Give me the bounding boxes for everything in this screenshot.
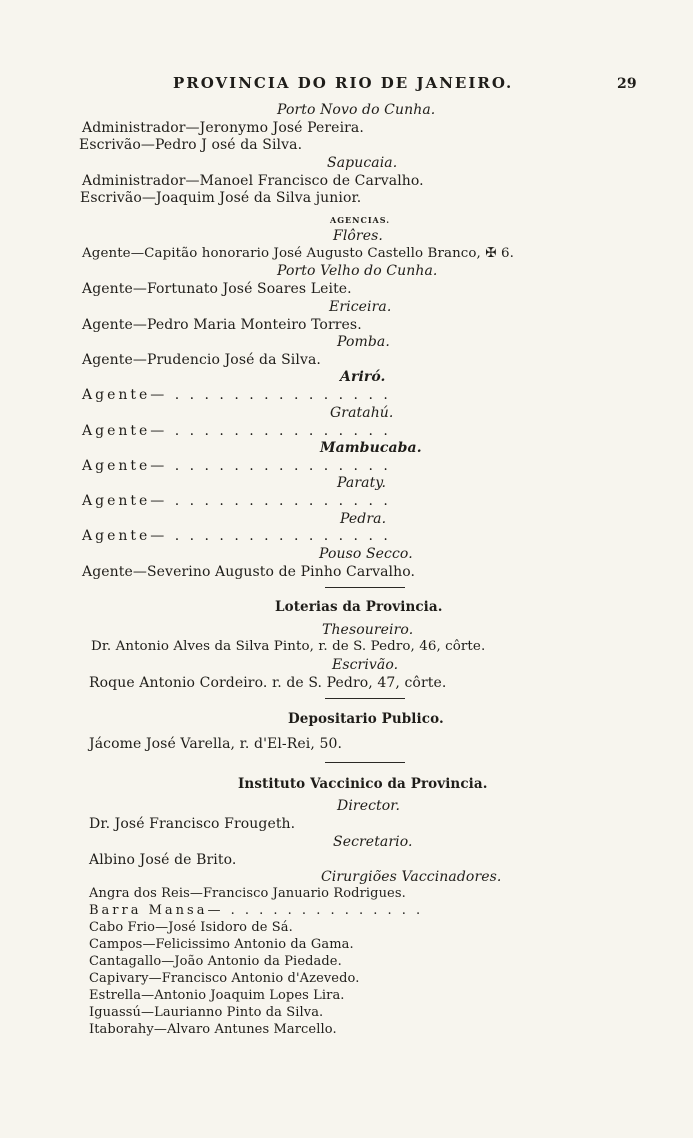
- subheading-secretario: Secretario.: [333, 834, 413, 850]
- heading-flores: Flôres.: [333, 228, 383, 244]
- heading-ericeira: Ericeira.: [329, 299, 392, 315]
- text-line: Agente— . . . . . . . . . . . . . . .: [82, 493, 391, 509]
- text-line: Escrivão—Joaquim José da Silva junior.: [80, 190, 362, 206]
- page-header-title: PROVINCIA DO RIO DE JANEIRO.: [173, 74, 514, 92]
- list-item: Barra Mansa— . . . . . . . . . . . . . .: [89, 903, 424, 918]
- section-title-depositario: Depositario Publico.: [288, 711, 444, 727]
- text-line: Escrivão—Pedro J osé da Silva.: [79, 137, 303, 153]
- text-line: Agente—Prudencio José da Silva.: [82, 352, 321, 368]
- text-line: Albino José de Brito.: [89, 852, 237, 868]
- list-item: Campos—Felicissimo Antonio da Gama.: [89, 937, 354, 952]
- text-line: Roque Antonio Cordeiro. r. de S. Pedro, 47, côrte.: [89, 675, 447, 691]
- text-line: Administrador—Jeronymo José Pereira.: [82, 120, 364, 136]
- list-item: Angra dos Reis—Francisco Januario Rodrigues.: [89, 886, 406, 901]
- heading-ariro: Ariró.: [340, 369, 386, 385]
- text-line: Dr. Antonio Alves da Silva Pinto, r. de S. Pedro, 46, côrte.: [91, 639, 486, 654]
- list-item: Iguassú—Laurianno Pinto da Silva.: [89, 1005, 324, 1020]
- list-item: Itaborahy—Alvaro Antunes Marcello.: [89, 1022, 337, 1037]
- section-title-loterias: Loterias da Provincia.: [275, 599, 443, 615]
- heading-porto-novo: Porto Novo do Cunha.: [277, 102, 436, 118]
- divider: [325, 762, 405, 763]
- divider: [325, 587, 405, 588]
- heading-agencias: AGENCIAS.: [330, 215, 391, 225]
- text-line: Agente—Severino Augusto de Pinho Carvalho.: [82, 564, 416, 580]
- text-line: Jácome José Varella, r. d'El-Rei, 50.: [89, 736, 343, 752]
- text-line: Agente— . . . . . . . . . . . . . . .: [82, 423, 391, 439]
- list-item: Cabo Frio—José Isidoro de Sá.: [89, 920, 293, 935]
- heading-sapucaia: Sapucaia.: [327, 155, 398, 171]
- text-line: Dr. José Francisco Frougeth.: [89, 816, 296, 832]
- page-number: 29: [617, 76, 637, 92]
- heading-gratahu: Gratahú.: [330, 405, 394, 421]
- heading-pouso-secco: Pouso Secco.: [319, 546, 413, 562]
- subheading-cirurgioes: Cirurgiões Vaccinadores.: [321, 869, 502, 885]
- heading-paraty: Paraty.: [337, 475, 387, 491]
- section-title-instituto: Instituto Vaccinico da Provincia.: [238, 776, 488, 792]
- list-item: Cantagallo—João Antonio da Piedade.: [89, 954, 342, 969]
- text-line: Administrador—Manoel Francisco de Carvalho.: [82, 173, 424, 189]
- heading-pomba: Pomba.: [337, 334, 390, 350]
- list-item: Capivary—Francisco Antonio d'Azevedo.: [89, 971, 360, 986]
- text-line: Agente— . . . . . . . . . . . . . . .: [82, 458, 391, 474]
- subheading-escrivao: Escrivão.: [332, 657, 399, 673]
- text-line: Agente— . . . . . . . . . . . . . . .: [82, 528, 391, 544]
- subheading-thesoureiro: Thesoureiro.: [322, 622, 414, 638]
- heading-mambucaba: Mambucaba.: [320, 440, 422, 456]
- heading-porto-velho: Porto Velho do Cunha.: [277, 263, 438, 279]
- text-line: Agente— . . . . . . . . . . . . . . .: [82, 387, 391, 403]
- subheading-director: Director.: [337, 798, 401, 814]
- heading-pedra: Pedra.: [340, 511, 387, 527]
- list-item: Estrella—Antonio Joaquim Lopes Lira.: [89, 988, 345, 1003]
- text-line: Agente—Pedro Maria Monteiro Torres.: [82, 317, 362, 333]
- text-line: Agente—Fortunato José Soares Leite.: [82, 281, 352, 297]
- divider: [325, 698, 405, 699]
- text-line: Agente—Capitão honorario José Augusto Castello Branco, ✠ 6.: [82, 246, 514, 261]
